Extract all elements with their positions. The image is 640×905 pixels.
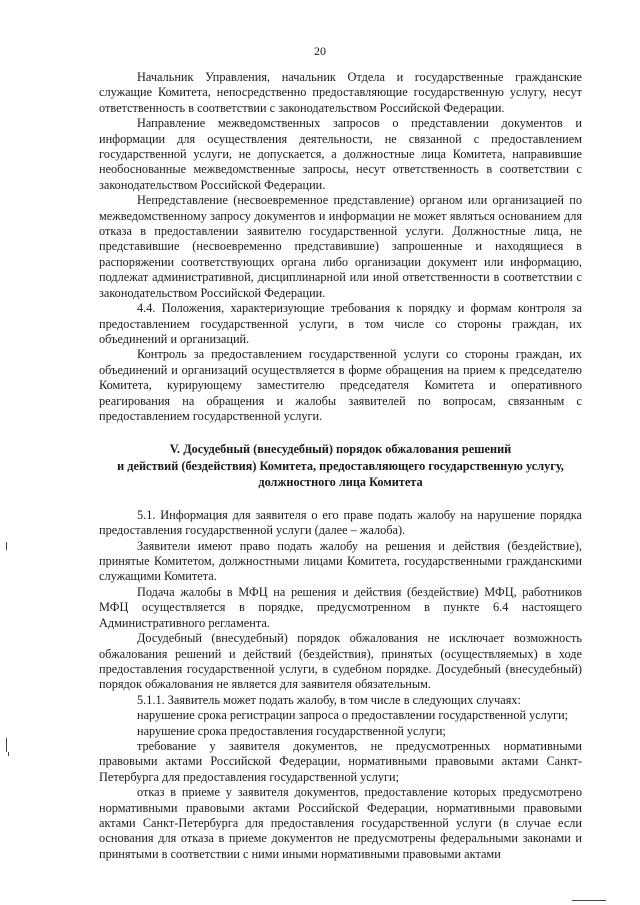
scan-artifact-mark [6, 542, 7, 550]
scan-artifact-mark [572, 900, 606, 901]
paragraph: 5.1. Информация для заявителя о его праве подать жалобу на нарушение порядка предоставления государственной услуги (далее – жалоба). [99, 507, 582, 538]
paragraph: Начальник Управления, начальник Отдела и государственные гражданские служащие Комитета, непосредственно предоставляющие государственную услугу, несут ответственность в соответствии с законодательством Российской Федерации. [99, 70, 582, 115]
paragraph: Непредставление (несвоевременное представление) органом или организацией по межведомственному запросу документов и информации не может являться основанием для отказа в предоставлении заявителю государственной услуги. Должностные лица, не представившие (несвоевременно представившие) запрошенные и находящиеся в распоряжении соответствующих органа либо организации документ или информацию, подлежат административной, дисциплинарной или иной ответственности в соответствии с законодательством Российской Федерации. [99, 193, 582, 300]
paragraph: Досудебный (внесудебный) порядок обжалования не исключает возможность обжалования решений и действий (бездействия), принятых (осуществляемых) в ходе предоставления государственной услуги, в судебном порядке. Досудебный (внесудебный) порядок обжалования не является для заявителя обязательным. [99, 631, 582, 692]
section-heading [99, 441, 582, 491]
paragraph: нарушение срока предоставления государственной услуги; [137, 723, 446, 738]
paragraph: нарушение срока регистрации запроса о предоставлении государственной услуги; [137, 708, 569, 723]
paragraph: Контроль за предоставлением государственной услуги со стороны граждан, их объединений и организаций осуществляется в форме обращения на прием к председателю Комитета, курирующему заместителю председателя Комитета и оперативного реагирования на обращения и жалобы заявителей по вопросам, связанным с предоставлением государственной услуги. [99, 347, 582, 423]
scan-artifact-mark [6, 738, 7, 752]
paragraph: 4.4. Положения, характеризующие требования к порядку и формам контроля за предоставлением государственной услуги, в том числе со стороны граждан, их объединений и организаций. [99, 301, 582, 346]
paragraph: 5.1.1. Заявитель может подать жалобу, в том числе в следующих случаях: [137, 692, 521, 707]
section-heading-line: должностного лица Комитета [258, 475, 423, 490]
paragraph: требование у заявителя документов, не предусмотренных нормативными правовыми актами Российской Федерации, нормативными правовыми актами Санкт-Петербурга для предоставления государственной услуги; [99, 738, 582, 784]
page-number: 20 [314, 44, 326, 58]
paragraph: отказ в приеме у заявителя документов, предоставление которых предусмотрено нормативными правовыми актами Российской Федерации, нормативными правовыми актами Санкт-Петербурга для предоставления государственной услуги (в случае если основания для отказа в приеме документов не предусмотрены федеральными законами и принятыми в соответствии с ними иными нормативными правовыми актами [99, 785, 582, 861]
section-heading-line: и действий (бездействия) Комитета, предоставляющего государственную услугу, [117, 458, 564, 473]
scan-artifact-mark [8, 752, 9, 756]
paragraph: Направление межведомственных запросов о представлении документов и информации для осуществления деятельности, не связанной с предоставлением государственной услуги, не допускается, а должностные лица Комитета, направившие необоснованные межведомственные запросы, несут ответственность в соответствии с законодательством Российской Федерации. [99, 116, 582, 192]
section-heading-line: V. Досудебный (внесудебный) порядок обжалования решений [169, 442, 512, 457]
paragraph: Подача жалобы в МФЦ на решения и действия (бездействие) МФЦ, работников МФЦ осуществляется в порядке, предусмотренном в пункте 6.4 настоящего Административного регламента. [99, 584, 582, 630]
document-body [99, 70, 582, 862]
paragraph: Заявители имеют право подать жалобу на решения и действия (бездействие), принятые Комитетом, должностными лицами Комитета, государственными гражданскими служащими Комитета. [99, 538, 582, 584]
